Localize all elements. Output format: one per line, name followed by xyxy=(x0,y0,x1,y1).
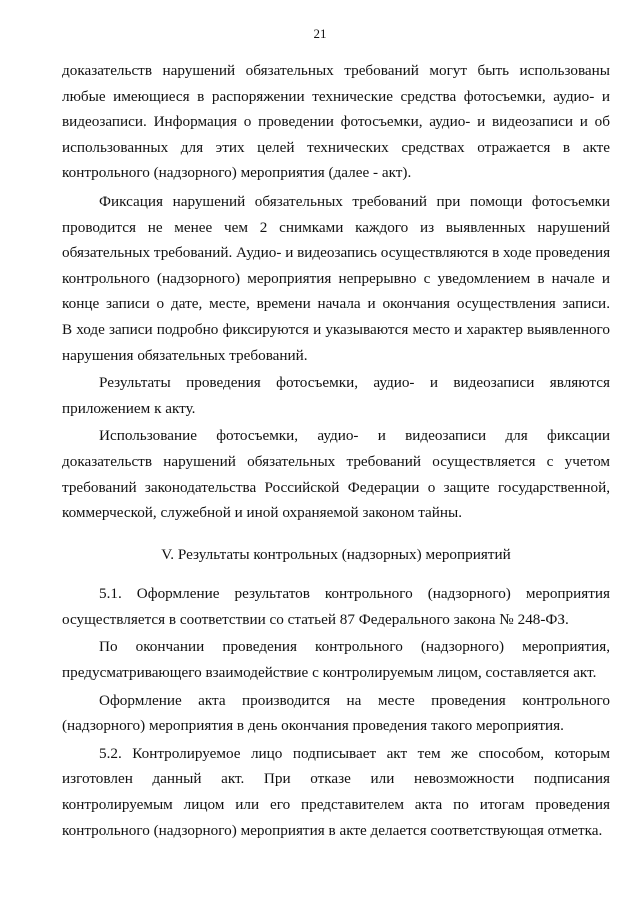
paragraph-line: В ходе записи подробно фиксируются и указываются место и характер выявленного xyxy=(62,320,610,338)
paragraph-act-registration xyxy=(62,688,610,739)
paragraph-line: обязательных требований. Аудио- и видеозапись осуществляются в ходе проведения xyxy=(62,244,611,262)
paragraph-line: контрольного (надзорного) мероприятия в акте делается соответствующая отметка. xyxy=(62,821,603,839)
paragraph-line: предусматривающего взаимодействие с контролируемым лицом, составляется акт. xyxy=(62,664,597,682)
paragraph-line: конце записи о дате, месте, времени начала и окончания осуществления записи. xyxy=(62,295,610,313)
paragraph-line: нарушения обязательных требований. xyxy=(62,346,308,364)
paragraph-line: видеозаписи. Информация о проведении фотосъемки, аудио- и видеозаписи и об xyxy=(62,113,610,131)
paragraph-line: (надзорного) мероприятия в день окончания проведения такого мероприятия. xyxy=(62,717,564,735)
paragraph-line: любые имеющиеся в распоряжении технические средства фотосъемки, аудио- и xyxy=(62,87,610,105)
page-number: 21 xyxy=(313,26,327,41)
paragraph-line: изготовлен данный акт. При отказе или невозможности подписания xyxy=(62,770,610,788)
paragraph-use-of-recording xyxy=(62,423,610,525)
paragraph-line: Оформление акта производится на месте проведения контрольного xyxy=(99,691,610,709)
section-title: V. Результаты контрольных (надзорных) мероприятий xyxy=(161,545,511,563)
paragraph-evidence-means xyxy=(62,58,610,186)
paragraph-line: Результаты проведения фотосъемки, аудио- и видеозаписи являются xyxy=(99,374,610,392)
paragraph-5-2 xyxy=(62,741,610,843)
paragraph-line: контролируемым лицом или его представителем акта по итогам проведения xyxy=(62,796,610,814)
paragraph-5-1 xyxy=(62,581,610,632)
document-body xyxy=(62,58,610,843)
paragraph-act-drawn-up xyxy=(62,634,610,685)
paragraph-line: По окончании проведения контрольного (надзорного) мероприятия, xyxy=(99,638,610,656)
paragraph-line: 5.1. Оформление результатов контрольного (надзорного) мероприятия xyxy=(99,585,610,603)
paragraph-line: 5.2. Контролируемое лицо подписывает акт тем же способом, которым xyxy=(99,744,610,762)
paragraph-line: приложением к акту. xyxy=(62,399,196,417)
paragraph-line: контрольного (надзорного) мероприятия (далее - акт). xyxy=(62,164,412,182)
paragraph-line: осуществляется в соответствии со статьей 87 Федерального закона № 248-ФЗ. xyxy=(62,610,569,628)
paragraph-line: использованных для этих целей технических средствах отражается в акте xyxy=(62,138,610,156)
paragraph-line: доказательств нарушений обязательных требований осуществляется с учетом xyxy=(62,452,610,470)
paragraph-line: доказательств нарушений обязательных требований могут быть использованы xyxy=(62,62,610,79)
paragraph-line: Фиксация нарушений обязательных требований при помощи фотосъемки xyxy=(99,192,610,210)
paragraph-line: требований законодательства Российской Федерации о защите государственной, xyxy=(62,478,610,496)
paragraph-line: коммерческой, служебной и иной охраняемой законом тайны. xyxy=(62,504,463,522)
paragraph-line: Использование фотосъемки, аудио- и видеозаписи для фиксации xyxy=(99,427,610,445)
paragraph-line: контрольного (надзорного) мероприятия непрерывно с уведомлением в начале и xyxy=(62,269,610,287)
paragraph-results-attachment xyxy=(62,370,610,421)
paragraph-photo-video-fixation xyxy=(62,189,610,368)
paragraph-line: проводится не менее чем 2 снимками каждого из выявленных нарушений xyxy=(62,218,610,236)
